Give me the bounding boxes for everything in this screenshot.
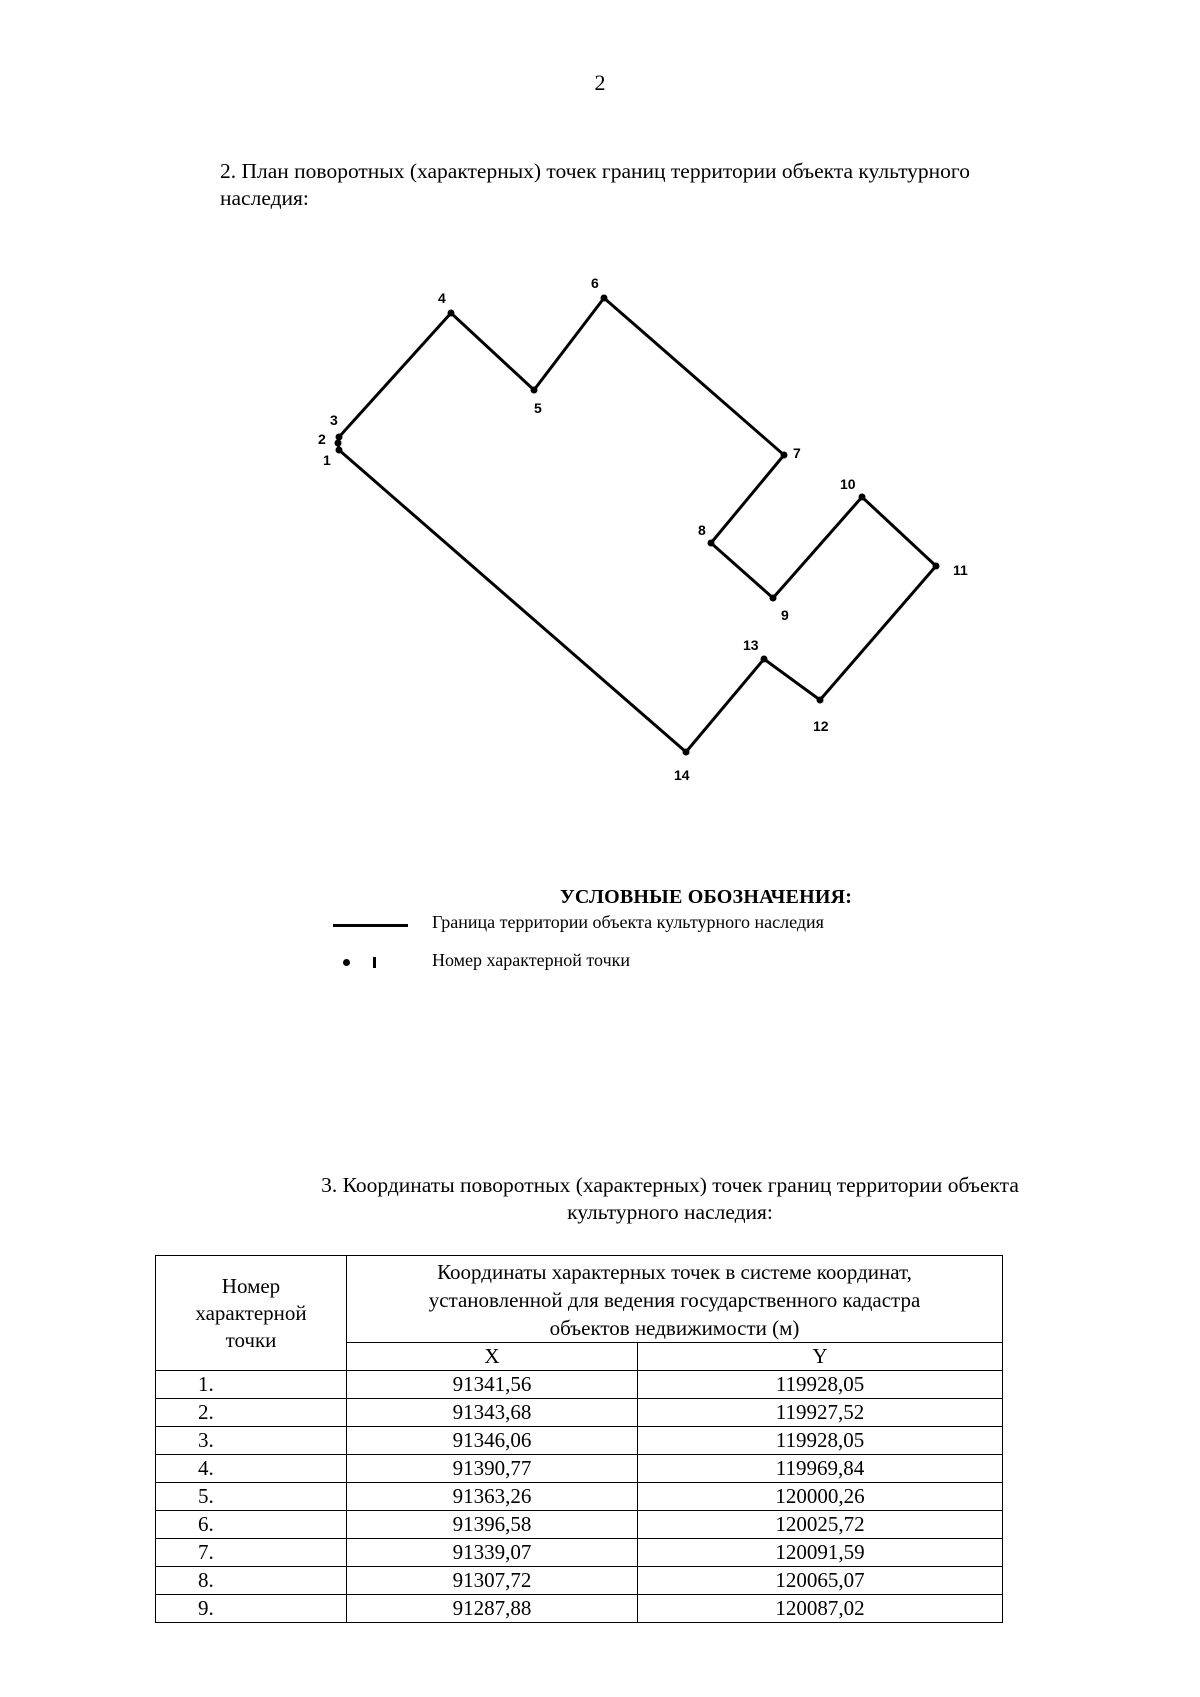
table-row	[156, 1539, 1003, 1567]
cell-point-number: 7.	[156, 1539, 347, 1567]
cell-point-number: 8.	[156, 1567, 347, 1595]
page-number: 2	[594, 70, 606, 95]
legend-title: УСЛОВНЫЕ ОБОЗНАЧЕНИЯ:	[560, 886, 853, 908]
boundary-point-4	[448, 310, 455, 317]
point-label-11: 11	[953, 562, 968, 578]
boundary-point-12	[817, 697, 824, 704]
cell-x: 91390,77	[347, 1455, 638, 1483]
cell-x: 91346,06	[347, 1427, 638, 1455]
boundary-point-2	[335, 440, 342, 447]
boundary-point-7	[781, 452, 788, 459]
header-coordinates-line1: Координаты характерных точек в системе координат,	[437, 1260, 912, 1284]
table-row	[156, 1567, 1003, 1595]
point-label-2: 2	[318, 431, 326, 447]
boundary-polygon	[338, 298, 936, 752]
table-row	[156, 1511, 1003, 1539]
cell-x: 91339,07	[347, 1539, 638, 1567]
legend-point-dot-symbol	[343, 959, 350, 966]
cell-point-number: 1.	[156, 1371, 347, 1399]
cell-y: 120000,26	[638, 1483, 1003, 1511]
cell-y: 119928,05	[638, 1427, 1003, 1455]
legend-boundary-label: Граница территории объекта культурного наследия	[432, 912, 824, 932]
boundary-point-14	[683, 749, 690, 756]
header-coordinates	[347, 1256, 1003, 1343]
legend-boundary-line-symbol	[333, 924, 408, 927]
header-point-number-line3: точки	[225, 1327, 277, 1352]
table-row	[156, 1595, 1003, 1623]
cell-point-number: 6.	[156, 1511, 347, 1539]
header-coordinates-line3: объектов недвижимости (м)	[549, 1316, 800, 1340]
cell-x: 91396,58	[347, 1511, 638, 1539]
point-label-10: 10	[840, 476, 856, 492]
cell-y: 119969,84	[638, 1455, 1003, 1483]
boundary-point-6	[601, 295, 608, 302]
section2-heading-line1: 2. План поворотных (характерных) точек границ территории объекта культурного	[220, 159, 970, 183]
point-label-3: 3	[330, 412, 338, 428]
legend-point-number-symbol	[373, 957, 376, 968]
cell-x: 91343,68	[347, 1399, 638, 1427]
boundary-point-13	[761, 656, 768, 663]
header-point-number	[156, 1256, 347, 1371]
boundary-point-1	[336, 447, 343, 454]
cell-y: 120087,02	[638, 1595, 1003, 1623]
point-label-6: 6	[591, 275, 599, 291]
cell-x: 91307,72	[347, 1567, 638, 1595]
point-label-5: 5	[534, 400, 542, 416]
cell-y: 119927,52	[638, 1399, 1003, 1427]
cell-x: 91341,56	[347, 1371, 638, 1399]
header-x: X	[347, 1343, 638, 1371]
section3-heading	[260, 1172, 1080, 1226]
header-point-number-line1: Номер	[221, 1273, 281, 1298]
cell-y: 119928,05	[638, 1371, 1003, 1399]
table-row	[156, 1371, 1003, 1399]
section2-heading-line2: наследия:	[220, 186, 309, 210]
point-label-14: 14	[674, 767, 690, 783]
header-y: Y	[638, 1343, 1003, 1371]
boundary-point-5	[531, 387, 538, 394]
point-label-7: 7	[793, 445, 801, 461]
table-row	[156, 1427, 1003, 1455]
point-label-8: 8	[698, 522, 706, 538]
header-coordinates-line2: установленной для ведения государственного кадастра	[428, 1288, 921, 1312]
cell-point-number: 4.	[156, 1455, 347, 1483]
cell-point-number: 9.	[156, 1595, 347, 1623]
point-label-1: 1	[323, 452, 331, 468]
coordinates-table	[155, 1255, 1003, 1623]
cell-x: 91363,26	[347, 1483, 638, 1511]
section3-heading-line2: культурного наследия:	[567, 1200, 773, 1224]
boundary-point-11	[933, 563, 940, 570]
table-row	[156, 1399, 1003, 1427]
boundary-point-10	[859, 494, 866, 501]
table-row	[156, 1483, 1003, 1511]
boundary-point-3	[336, 434, 343, 441]
point-label-13: 13	[743, 637, 759, 653]
cell-point-number: 5.	[156, 1483, 347, 1511]
boundary-point-9	[770, 595, 777, 602]
legend-point-label: Номер характерной точки	[432, 950, 630, 970]
cell-point-number: 2.	[156, 1399, 347, 1427]
cell-y: 120091,59	[638, 1539, 1003, 1567]
header-point-number-line2: характерной	[195, 1300, 307, 1325]
boundary-point-8	[708, 540, 715, 547]
table-row	[156, 1455, 1003, 1483]
point-label-9: 9	[781, 607, 789, 623]
cell-y: 120065,07	[638, 1567, 1003, 1595]
cell-point-number: 3.	[156, 1427, 347, 1455]
point-label-4: 4	[438, 290, 446, 306]
cell-y: 120025,72	[638, 1511, 1003, 1539]
cell-x: 91287,88	[347, 1595, 638, 1623]
section3-heading-line1: 3. Координаты поворотных (характерных) точек границ территории объекта	[321, 1173, 1019, 1197]
point-label-12: 12	[813, 718, 829, 734]
